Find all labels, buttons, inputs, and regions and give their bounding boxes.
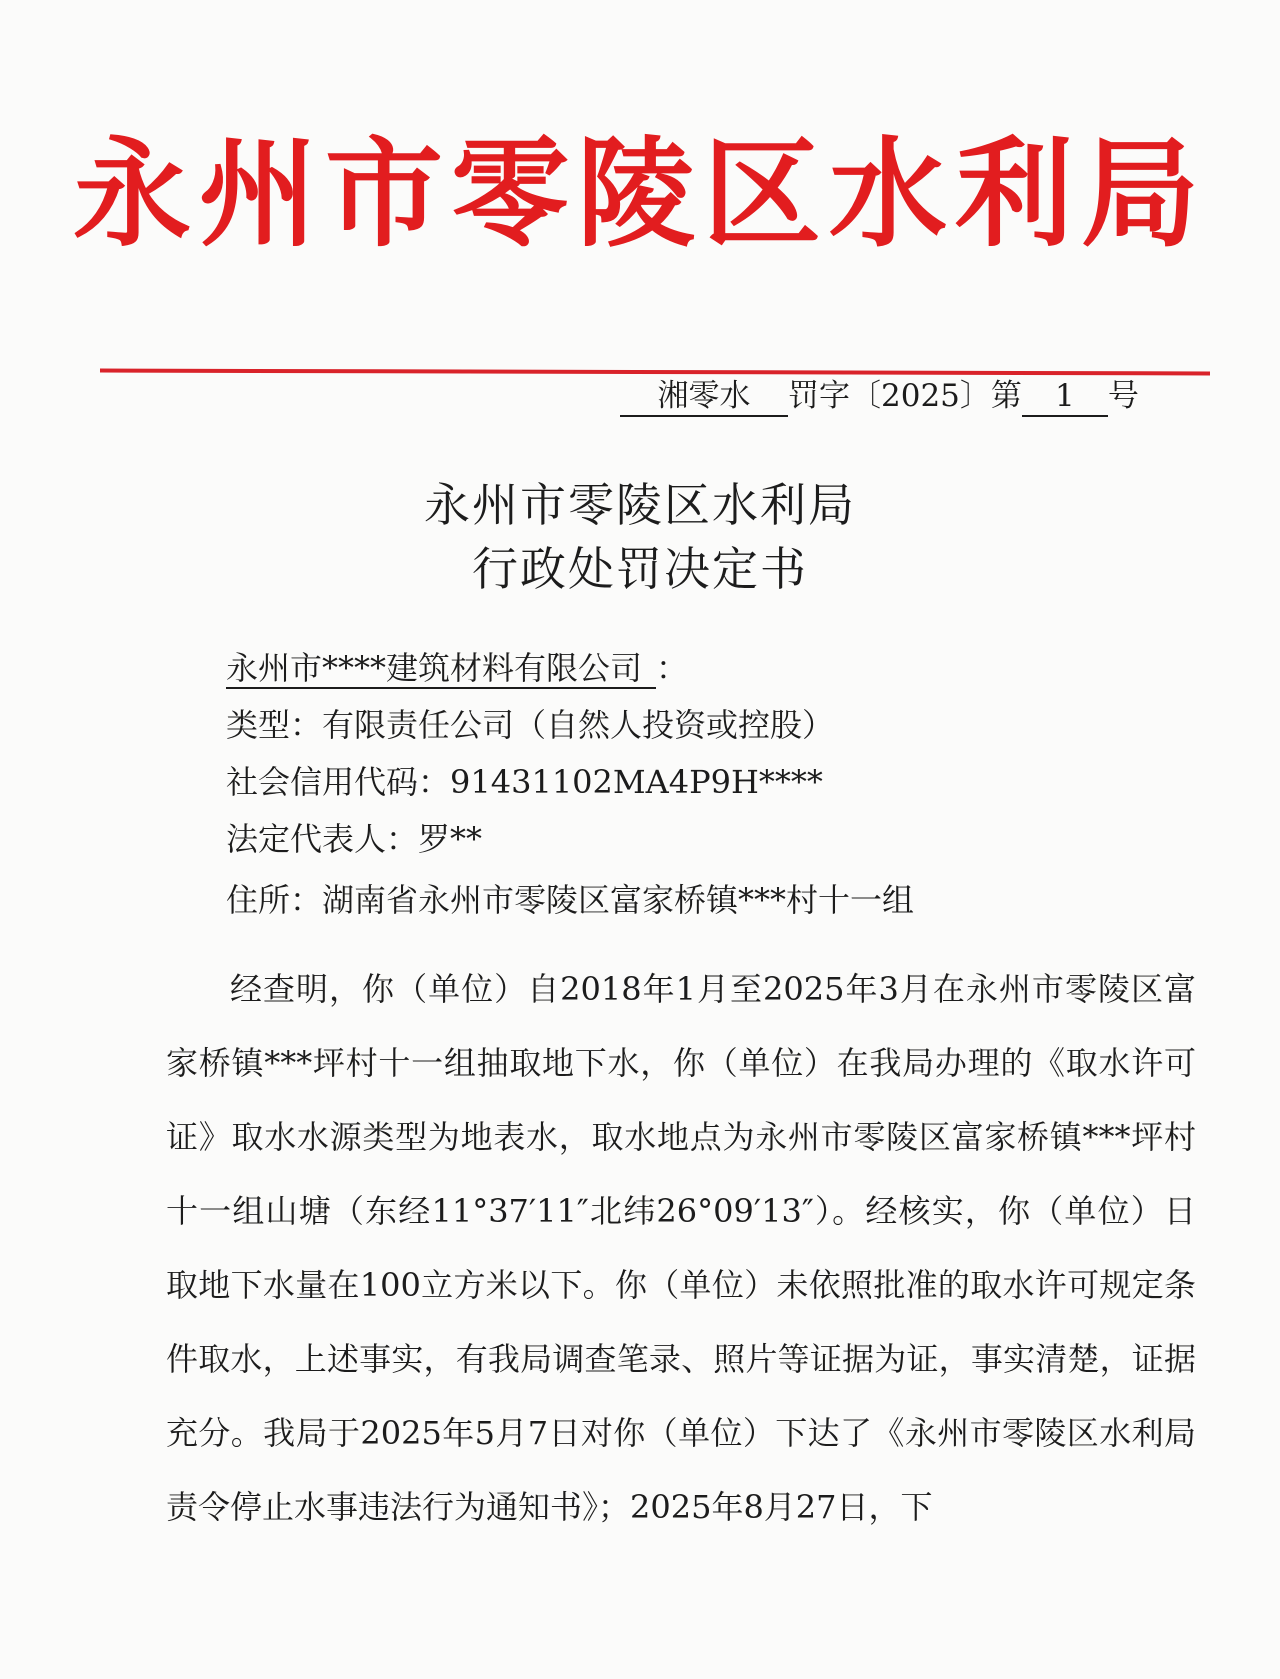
decision-body	[166, 952, 1196, 1544]
title-line-1: 永州市零陵区水利局	[424, 478, 856, 532]
recipient-colon: ：	[656, 649, 689, 687]
recipient-name: 永州市****建筑材料有限公司	[226, 649, 656, 689]
red-masthead: 永州市零陵区水利局	[72, 125, 1207, 263]
legal-rep-value: 罗**	[418, 820, 483, 858]
doc-number-issuer: 湘零水	[620, 378, 788, 417]
doc-number-suffix: 号	[1107, 378, 1139, 414]
credit-code-label: 社会信用代码：	[226, 763, 451, 801]
document-title	[0, 473, 1280, 601]
legal-rep-line	[226, 811, 914, 868]
doc-number-middle: 罚字〔2025〕第	[788, 378, 1022, 414]
type-value: 有限责任公司（自然人投资或控股）	[322, 706, 835, 744]
red-divider-line	[100, 369, 1210, 376]
credit-code-value: 91431102MA4P9H****	[450, 763, 823, 801]
credit-code-line	[226, 754, 914, 811]
legal-rep-label: 法定代表人：	[226, 820, 419, 858]
recipient-type-line	[226, 697, 914, 754]
recipient-line	[226, 640, 914, 697]
body-paragraph-1: 经查明，你（单位）自2018年1月至2025年3月在永州市零陵区富家桥镇***坪村十一组抽取地下水，你（单位）在我局办理的《取水许可证》取水水源类型为地表水，取水地点为永州市零陵区富家桥镇***坪村十一组山塘（东经11°37′11″北纬26°09′13″）。经核实，你（单位）日取地下水量在100立方米以下。你（单位）未依照批准的取水许可规定条件取水，上述事实，有我局调查笔录、照片等证据为证，事实清楚，证据充分。我局于2025年5月7日对你（单位）下达了《永州市零陵区水利局责令停止水事违法行为通知书》；2025年8月27日，下	[166, 970, 1196, 1526]
title-line-2: 行政处罚决定书	[472, 542, 808, 596]
doc-number-value: 1	[1022, 378, 1108, 417]
type-label: 类型：	[226, 706, 323, 744]
document-number	[620, 378, 1139, 417]
address-label: 住所：	[226, 881, 323, 919]
address-line	[226, 872, 914, 929]
address-value: 湖南省永州市零陵区富家桥镇***村十一组	[322, 881, 915, 919]
recipient-info	[226, 640, 914, 929]
